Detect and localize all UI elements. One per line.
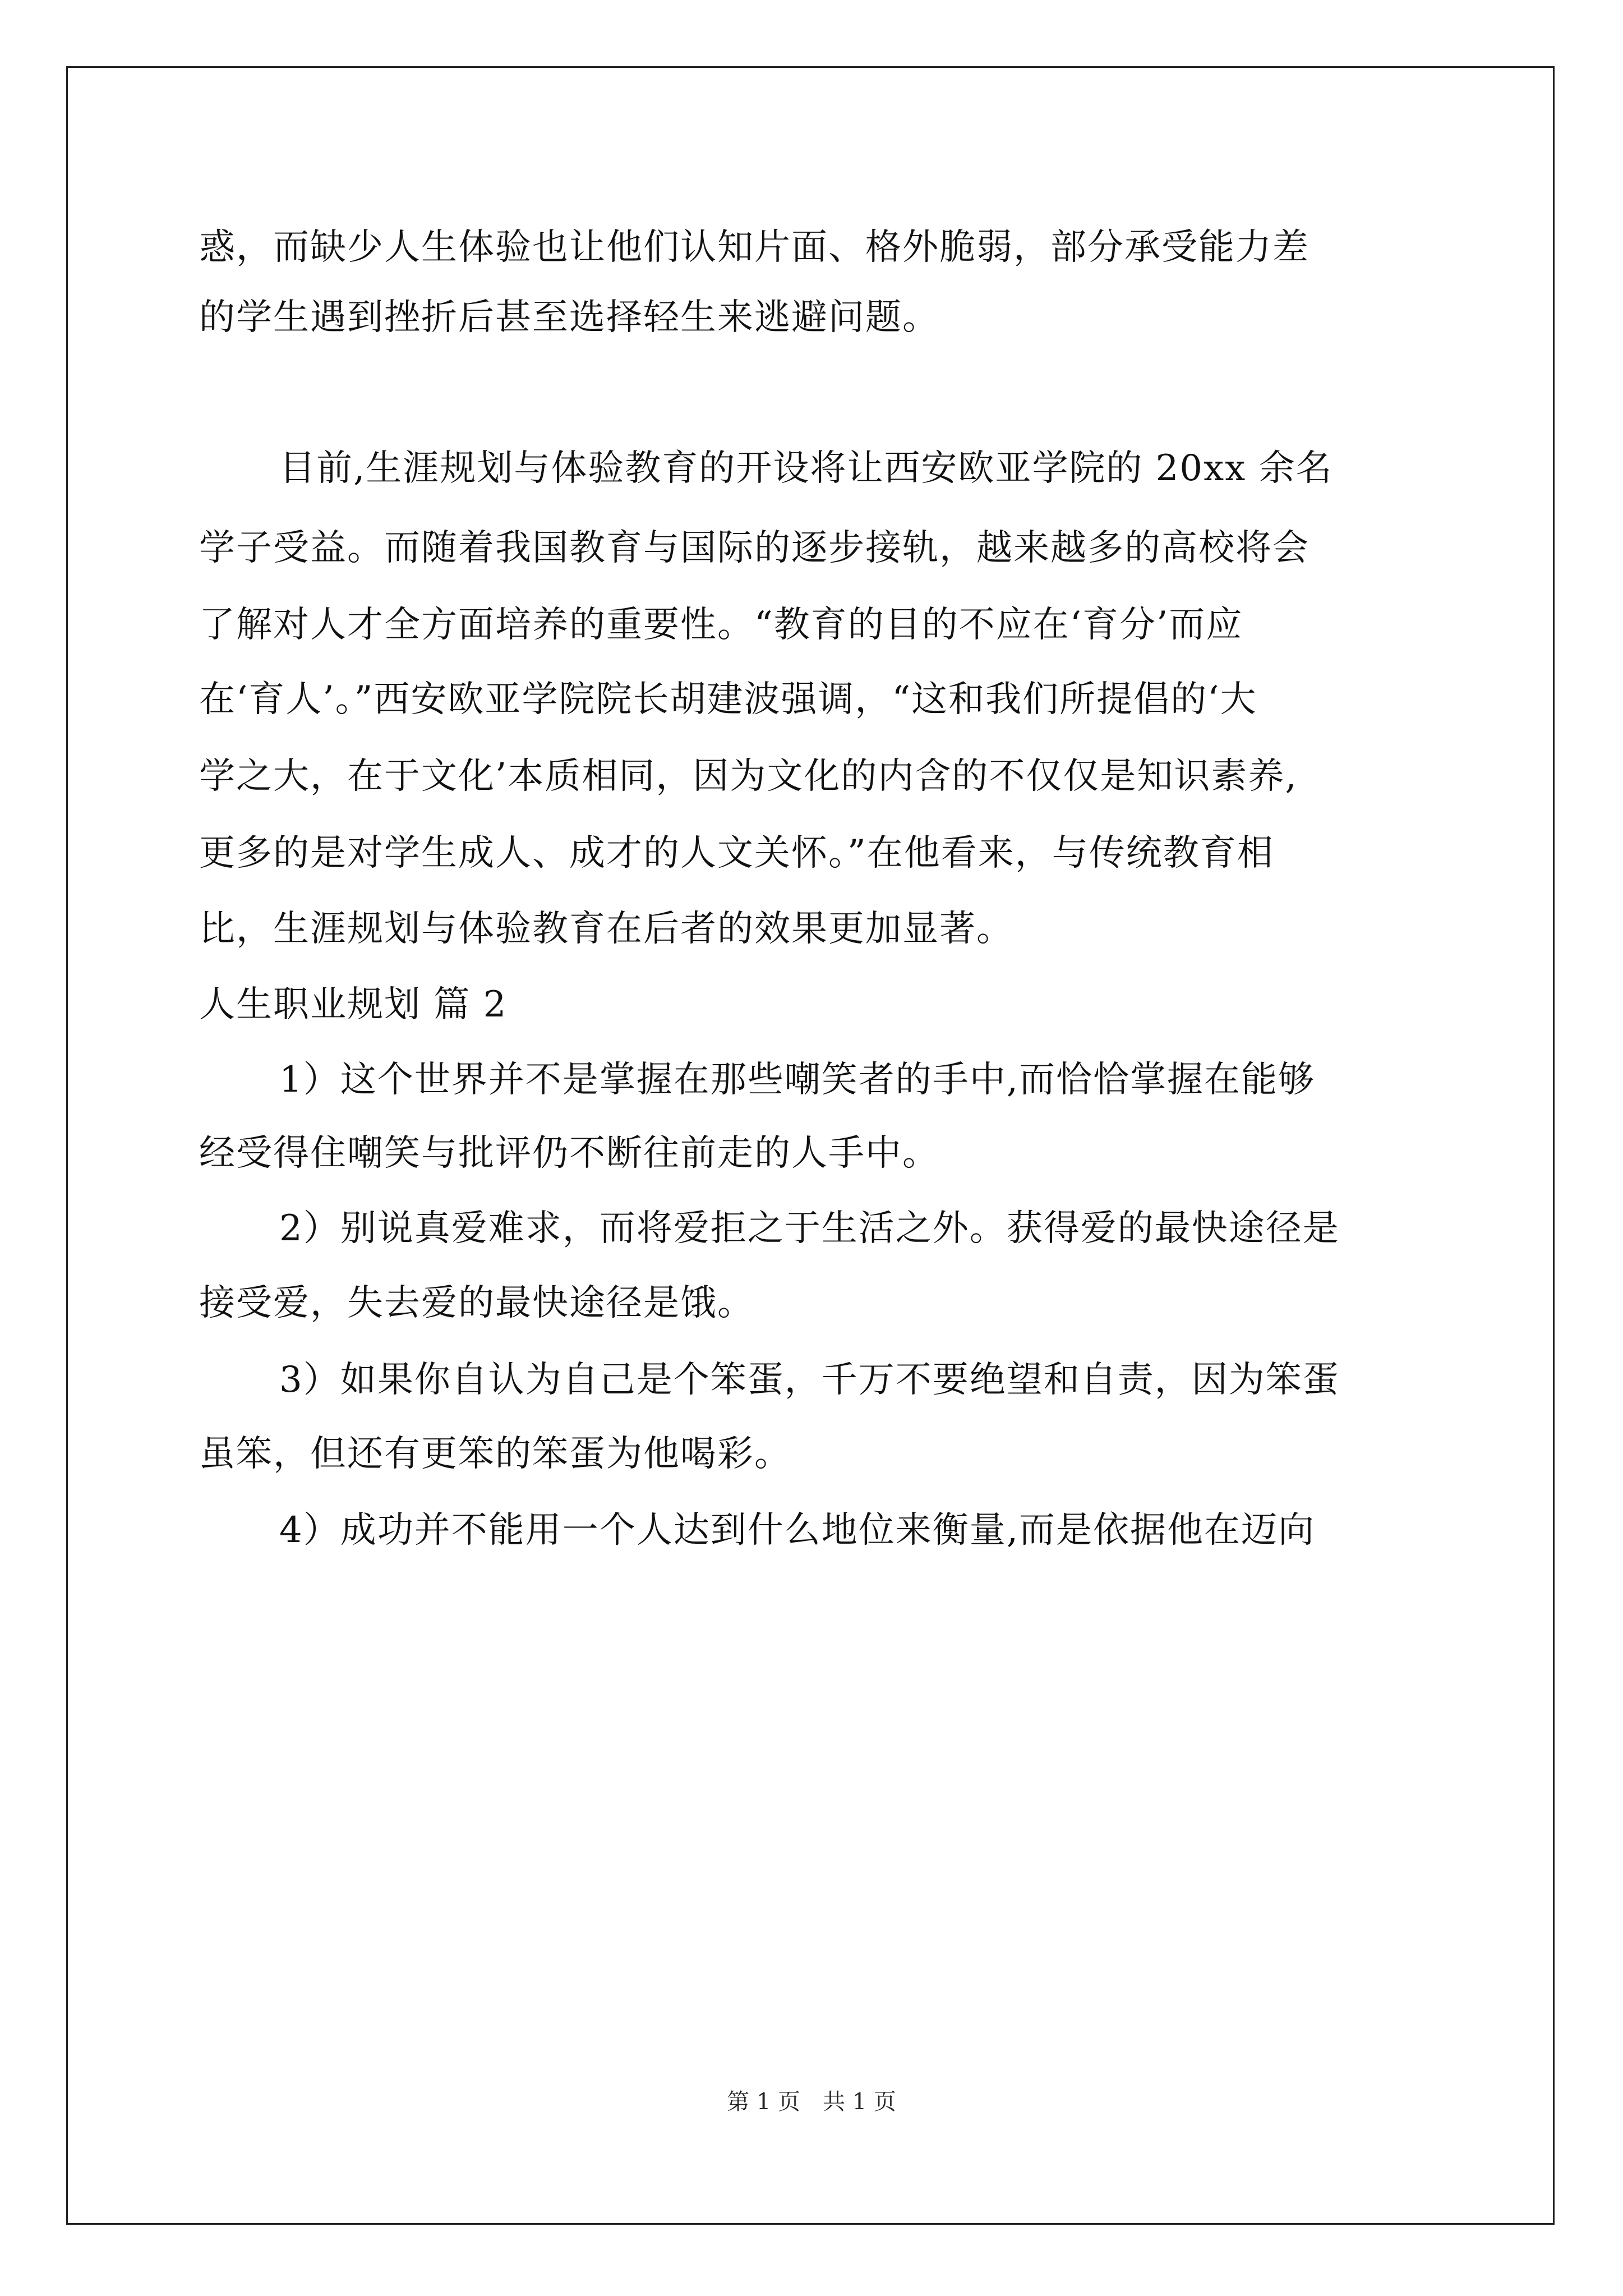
item-3-line-1: 3）如果你自认为自己是个笨蛋，千万不要绝望和自责，因为笨蛋 — [279, 1359, 1340, 1401]
paragraph-2-line-2: 学子受益。而随着我国教育与国际的逐步接轨，越来越多的高校将会 — [199, 527, 1310, 569]
item-2-line-1: 2）别说真爱难求，而将爱拒之于生活之外。获得爱的最快途径是 — [279, 1208, 1340, 1249]
item-3-line-2: 虽笨，但还有更笨的笨蛋为他喝彩。 — [199, 1433, 791, 1475]
paragraph-1-line-2: 的学生遇到挫折后甚至选择轻生来逃避问题。 — [199, 297, 939, 338]
paragraph-2-line-3: 了解对人才全方面培养的重要性。“教育的目的不应在‘育分’而应 — [199, 604, 1243, 646]
section-heading: 人生职业规划 篇 2 — [199, 984, 508, 1025]
paragraph-2-line-7: 比，生涯规划与体验教育在后者的效果更加显著。 — [199, 908, 1013, 950]
item-2-line-2: 接受爱，失去爱的最快途径是饿。 — [199, 1282, 754, 1324]
paragraph-2-line-5: 学之大，在于文化’本质相同，因为文化的内含的不仅仅是知识素养, — [199, 756, 1298, 797]
paragraph-2-line-4: 在‘育人’。”西安欧亚学院院长胡建波强调，“这和我们所提倡的‘大 — [199, 679, 1257, 720]
page-footer: 第 1 页 共 1 页 — [727, 2089, 896, 2115]
item-1-line-1: 1）这个世界并不是掌握在那些嘲笑者的手中,而恰恰掌握在能够 — [279, 1059, 1316, 1101]
item-1-line-2: 经受得住嘲笑与批评仍不断往前走的人手中。 — [199, 1133, 939, 1174]
paragraph-1-line-1: 惑，而缺少人生体验也让他们认知片面、格外脆弱，部分承受能力差 — [199, 227, 1310, 268]
paragraph-2-line-6: 更多的是对学生成人、成才的人文关怀。”在他看来，与传统教育相 — [199, 832, 1274, 874]
paragraph-2-line-1: 目前,生涯规划与体验教育的开设将让西安欧亚学院的 20xx 余名 — [279, 448, 1333, 489]
item-4-line-1: 4）成功并不能用一个人达到什么地位来衡量,而是依据他在迈向 — [279, 1510, 1316, 1551]
